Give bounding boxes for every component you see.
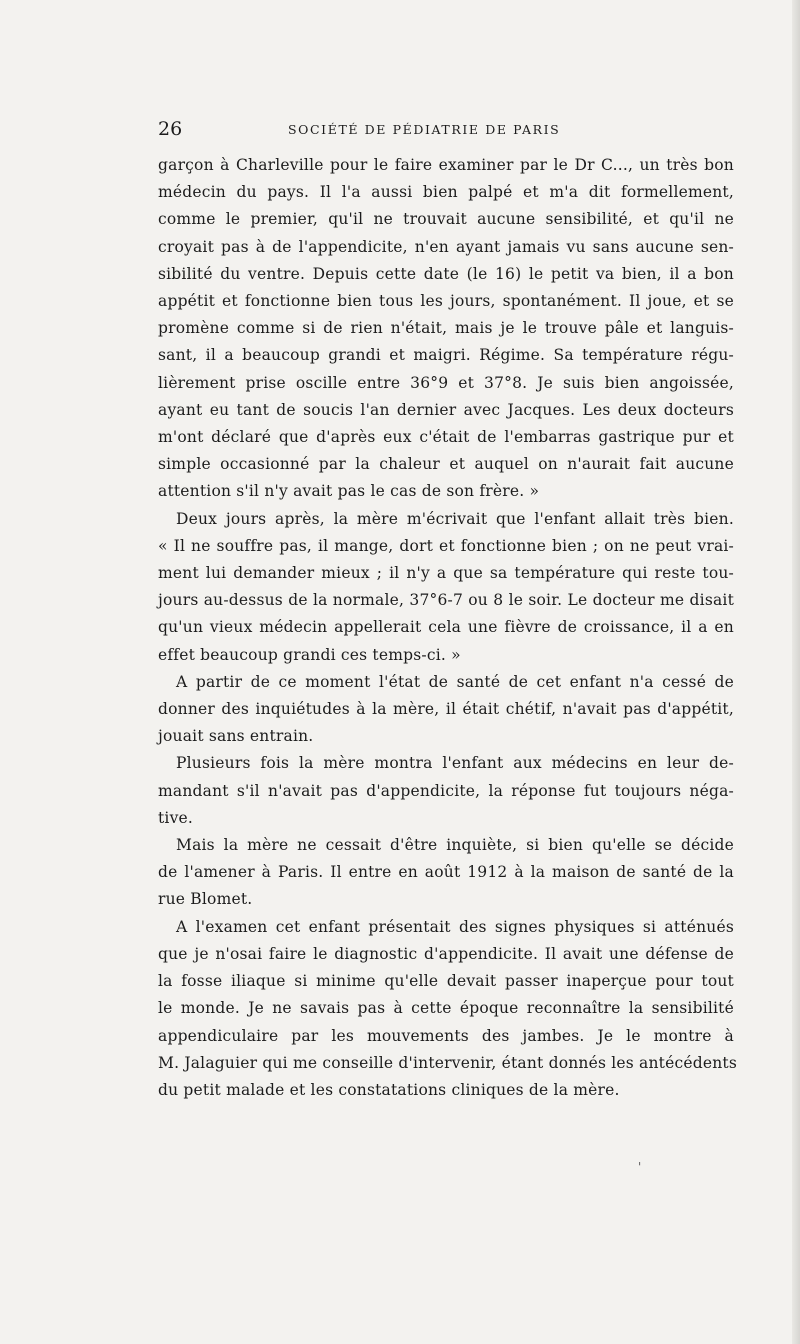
text-line: rue Blomet. [158,890,253,909]
text-line: promène comme si de rien n'était, mais je le trouve pâle et languis- [158,319,734,338]
text-line: M. Jalaguier qui me conseille d'intervenir, étant donnés les antécédents [158,1053,737,1072]
paragraph [158,506,734,669]
text-line: que je n'osai faire le diagnostic d'appendicite. Il avait une défense de [158,944,734,963]
text-line: la fosse iliaque si minime qu'elle devait passer inaperçue pour tout [158,972,734,991]
text-line: mandant s'il n'avait pas d'appendicite, la réponse fut toujours néga- [158,781,734,800]
text-line: « Il ne souffre pas, il mange, dort et fonctionne bien ; on ne peut vrai- [158,536,734,555]
paragraph [158,832,734,914]
text-line: de l'amener à Paris. Il entre en août 1912 à la maison de santé de la [158,863,734,882]
text-line: Deux jours après, la mère m'écrivait que l'enfant allait très bien. [176,509,734,528]
text-line: appétit et fonctionne bien tous les jours, spontanément. Il joue, et se [158,292,734,311]
text-line: ment lui demander mieux ; il n'y a que sa température qui reste tou- [158,564,734,583]
text-line: sibilité du ventre. Depuis cette date (le 16) le petit va bien, il a bon [158,264,734,283]
text-line: donner des inquiétudes à la mère, il était chétif, n'avait pas d'appétit, [158,700,734,719]
text-line: lièrement prise oscille entre 36°9 et 37°8. Je suis bien angoissée, [158,373,734,392]
ink-speck: ' [638,1160,642,1174]
text-line: jouait sans entrain. [158,727,314,746]
text-line: simple occasionné par la chaleur et auquel on n'aurait fait aucune [158,455,734,474]
text-line: comme le premier, qu'il ne trouvait aucune sensibilité, et qu'il ne [158,210,734,229]
paragraph [158,152,734,506]
page-number: 26 [158,118,183,140]
text-line: du petit malade et les constatations cliniques de la mère. [158,1080,620,1099]
text-line: Mais la mère ne cessait d'être inquiète, si bien qu'elle se décide [176,836,734,855]
text-line: effet beaucoup grandi ces temps-ci. » [158,645,461,664]
text-line: le monde. Je ne savais pas à cette époque reconnaître la sensibilité [158,999,734,1018]
text-line: A partir de ce moment l'état de santé de cet enfant n'a cessé de [176,672,734,691]
text-line: garçon à Charleville pour le faire examiner par le Dr C..., un très bon [158,156,734,174]
text-line: croyait pas à de l'appendicite, n'en ayant jamais vu sans aucune sen- [158,237,734,256]
text-line: jours au-dessus de la normale, 37°6-7 ou 8 le soir. Le docteur me disait [158,591,734,610]
paragraph [158,914,737,1104]
paragraph [158,669,734,751]
running-title: SOCIÉTÉ DE PÉDIATRIE DE PARIS [288,122,561,137]
text-line: appendiculaire par les mouvements des jambes. Je le montre à [158,1026,734,1045]
page-edge-shadow [792,0,800,1344]
text-line: A l'examen cet enfant présentait des signes physiques si atténués [176,917,734,936]
text-line: ayant eu tant de soucis l'an dernier avec Jacques. Les deux docteurs [158,400,734,419]
page-header [158,118,734,144]
body-text [158,152,737,1104]
text-line: tive. [158,808,194,827]
text-line: Plusieurs fois la mère montra l'enfant aux médecins en leur de- [176,754,734,773]
text-line: m'ont déclaré que d'après eux c'était de l'embarras gastrique pur et [158,428,734,447]
text-line: médecin du pays. Il l'a aussi bien palpé et m'a dit formellement, [158,183,734,202]
text-line: sant, il a beaucoup grandi et maigri. Régime. Sa température régu- [158,346,734,365]
text-line: attention s'il n'y avait pas le cas de son frère. » [158,482,540,501]
text-line: qu'un vieux médecin appellerait cela une fièvre de croissance, il a en [158,618,734,637]
paragraph [158,750,734,832]
